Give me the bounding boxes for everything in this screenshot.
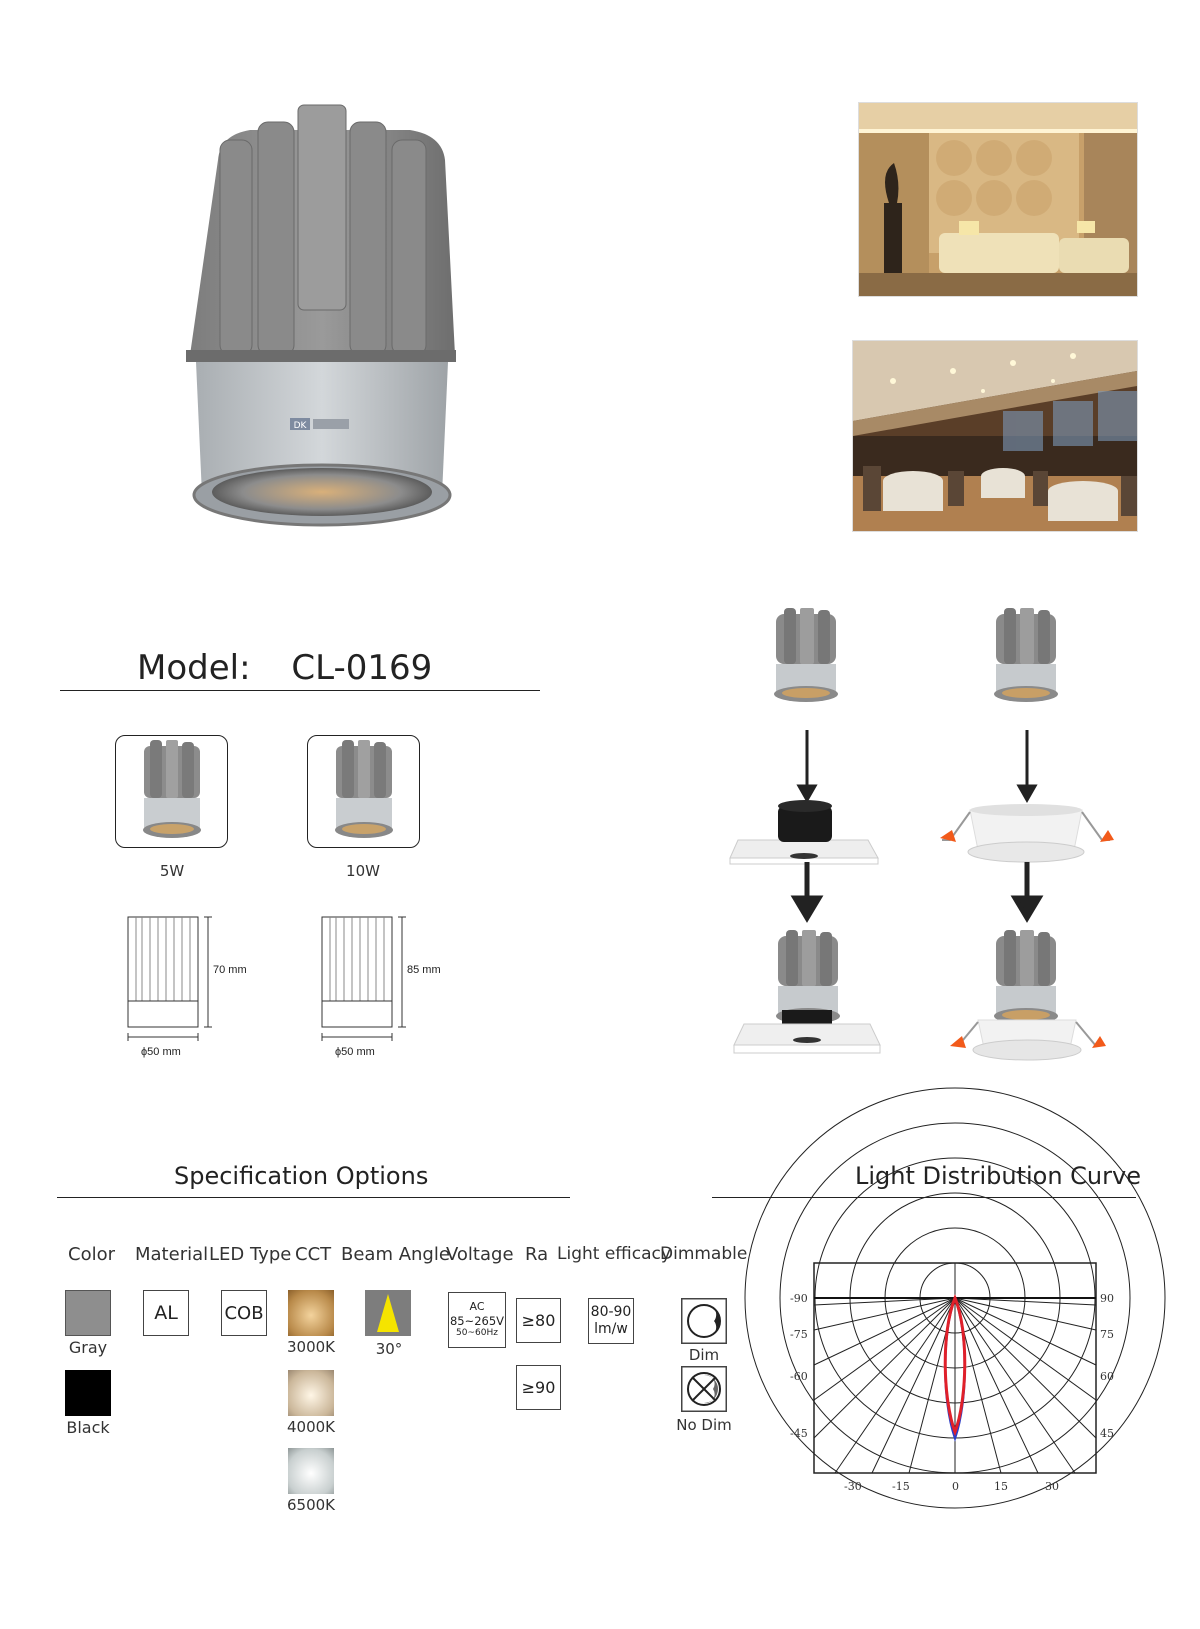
dimension-5w-height: 70 mm (213, 964, 247, 976)
spec-header-cct: CCT (295, 1244, 332, 1265)
efficacy-line1: 80-90 (590, 1304, 632, 1321)
restaurant-photo (852, 340, 1138, 532)
color-label-black: Black (66, 1418, 110, 1437)
model-underline (60, 690, 540, 691)
model-heading (137, 648, 432, 688)
voltage-line3: 50~60Hz (456, 1328, 498, 1339)
curve-bottom-label-2: 0 (952, 1480, 959, 1493)
led-type-box (221, 1290, 267, 1336)
curve-section-title: Light Distribution Curve (855, 1162, 1141, 1190)
color-swatch-black (65, 1370, 111, 1416)
ra-90-box (516, 1365, 561, 1410)
spec-header-voltage: Voltage (446, 1244, 514, 1265)
led-type-value: COB (224, 1302, 264, 1324)
curve-bottom-label-3: 15 (994, 1480, 1008, 1493)
curve-left-label-0: -90 (790, 1292, 808, 1305)
cct-swatch-4000k (288, 1370, 334, 1416)
curve-bottom-label-4: 30 (1045, 1480, 1059, 1493)
dimension-drawing-10w (314, 915, 454, 1065)
model-label: Model: (137, 648, 251, 688)
spec-header-dimmable: Dimmable (660, 1244, 748, 1264)
beam-angle-label: 30° (375, 1340, 403, 1358)
dim-label: Dim (688, 1346, 720, 1364)
curve-left-label-3: -45 (790, 1427, 808, 1440)
ra-80-value: ≥80 (521, 1311, 556, 1330)
spec-header-material: Material (135, 1244, 209, 1265)
spec-header-light-efficacy: Light efficacy (557, 1244, 671, 1264)
voltage-line2: 85~265V (449, 1314, 505, 1329)
color-swatch-gray (65, 1290, 111, 1336)
spec-section-rule (57, 1197, 570, 1198)
spec-header-color: Color (68, 1244, 115, 1265)
ra-90-value: ≥90 (521, 1378, 556, 1397)
voltage-box (448, 1292, 506, 1348)
cct-swatch-3000k (288, 1290, 334, 1336)
cct-label-4000k: 4000K (286, 1418, 335, 1436)
voltage-line1: AC (469, 1300, 485, 1314)
spec-header-ra: Ra (525, 1244, 549, 1265)
brand-logo: DK (293, 421, 307, 431)
no-dim-icon (681, 1366, 727, 1412)
material-box (143, 1290, 189, 1336)
living-room-photo (858, 102, 1138, 297)
cct-swatch-6500k (288, 1448, 334, 1494)
color-label-gray: Gray (68, 1338, 108, 1357)
variant-10w-label: 10W (346, 862, 380, 880)
variant-5w-image (138, 740, 206, 844)
spec-header-beam-angle: Beam Angle (341, 1244, 450, 1265)
ra-80-box (516, 1298, 561, 1343)
curve-right-label-0: 90 (1100, 1292, 1114, 1305)
curve-right-label-3: 45 (1100, 1427, 1114, 1440)
curve-right-label-2: 60 (1100, 1370, 1114, 1383)
dimension-drawing-5w (120, 915, 260, 1065)
dimension-10w-height: 85 mm (407, 964, 441, 976)
cct-label-6500k: 6500K (286, 1496, 335, 1514)
dim-icon (681, 1298, 727, 1344)
installation-diagram (730, 600, 1110, 1090)
efficacy-box (588, 1298, 634, 1344)
cct-label-3000k: 3000K (286, 1338, 335, 1356)
spec-section-title: Specification Options (174, 1162, 429, 1190)
curve-left-label-1: -75 (790, 1328, 808, 1341)
material-value: AL (154, 1302, 178, 1324)
variant-5w-label: 5W (159, 862, 185, 880)
variant-10w-image (330, 740, 398, 844)
curve-left-label-2: -60 (790, 1370, 808, 1383)
hero-product-image (180, 100, 480, 540)
light-distribution-chart (782, 1260, 1112, 1500)
dimension-5w-diameter: ϕ50 mm (141, 1046, 181, 1058)
curve-bottom-label-0: -30 (844, 1480, 862, 1493)
efficacy-line2: lm/w (594, 1321, 628, 1337)
dimension-10w-diameter: ϕ50 mm (335, 1046, 375, 1058)
spec-header-led-type: LED Type (209, 1244, 292, 1265)
beam-angle-icon (365, 1290, 411, 1336)
no-dim-label: No Dim (676, 1416, 732, 1434)
curve-right-label-1: 75 (1100, 1328, 1114, 1341)
curve-bottom-label-1: -15 (892, 1480, 910, 1493)
model-code: CL-0169 (291, 648, 433, 688)
